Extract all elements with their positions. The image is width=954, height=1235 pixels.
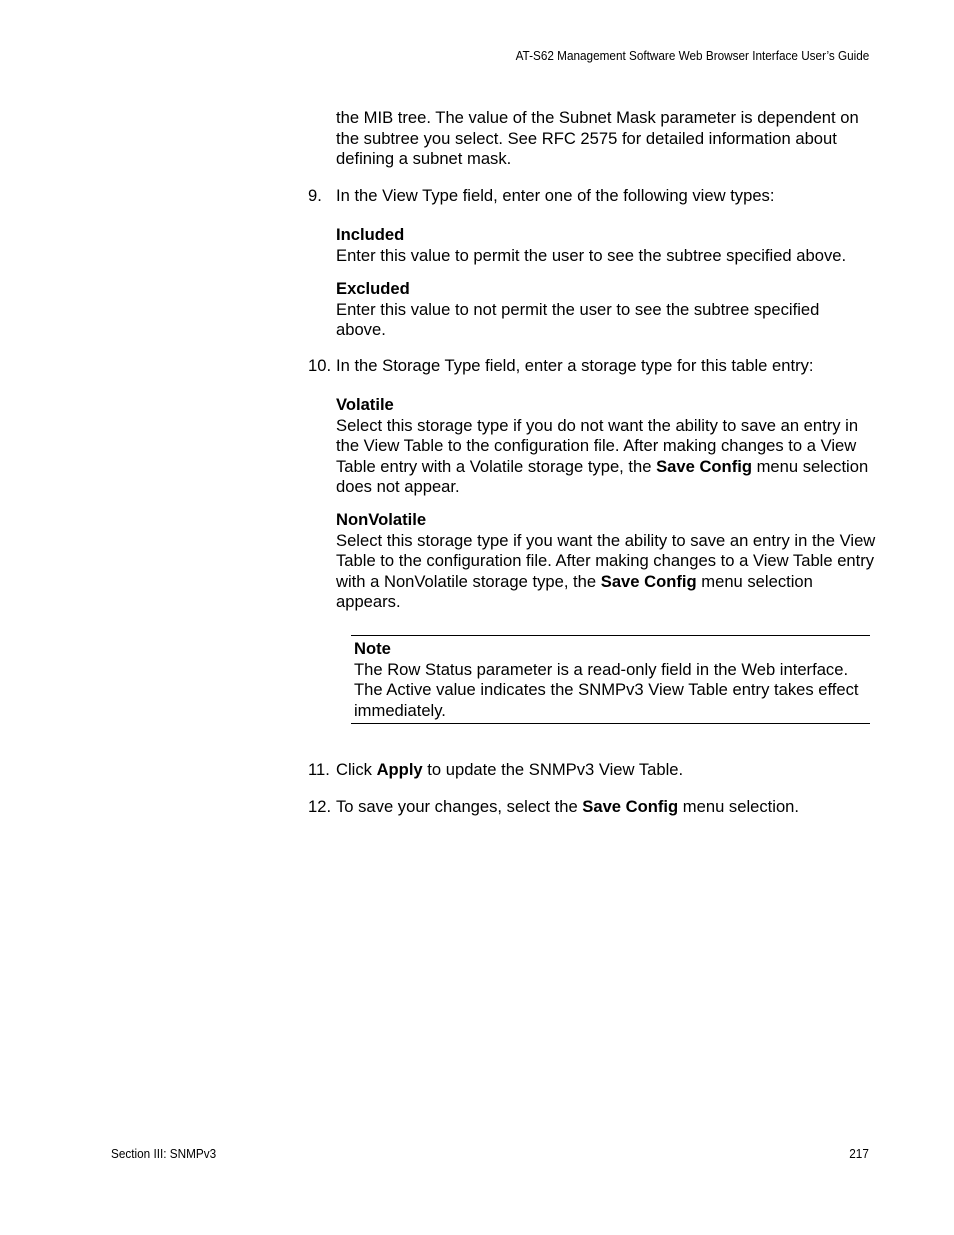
option-volatile [336,395,876,498]
option-description: Select this storage type if you want the ability to save an entry in the View Table to the configuration file. After making changes to a View Table entry with a NonVolatile storage type, the [336,530,876,591]
option-description: Enter this value to permit the user to see the subtree specified above. [336,245,847,265]
option-term: Included [336,225,405,244]
option-description-end: menu selection does not appear. [336,456,869,496]
step-text: Click [336,760,377,779]
save-config-reference: Save Config [600,571,697,591]
note-title: Note [354,639,391,658]
option-description: Select this storage type if you do not want the ability to save an entry in the View Table to the configuration file. After making changes to a View Table entry with a Volatile storage type, the [336,415,859,476]
option-included [336,225,876,266]
footer-section: Section III: SNMPv3 [111,1147,217,1161]
running-header: AT-S62 Management Software Web Browser Interface User’s Guide [515,49,869,63]
step-number: 10. [308,356,332,375]
step-9 [308,186,878,207]
save-config-reference: Save Config [582,797,679,816]
note-box [351,635,870,724]
page-number: 217 [849,1147,869,1161]
step-text: To save your changes, select the [336,797,583,816]
step-text: In the View Type field, enter one of the following view types: [336,186,775,205]
step-12 [308,797,878,818]
step-number: 12. [308,797,332,816]
step-text-end: menu selection. [678,797,800,816]
option-description: Enter this value to not permit the user to see the subtree specified above. [336,299,820,339]
option-term: Volatile [336,395,394,414]
apply-reference: Apply [376,760,423,779]
option-description-end: menu selection appears. [336,571,813,611]
option-excluded [336,279,856,341]
step-number: 11. [308,760,330,779]
option-term: NonVolatile [336,510,427,529]
step-10 [308,356,878,377]
step-11 [308,760,878,781]
note-text: The Row Status parameter is a read-only field in the Web interface. The Active value indicates the SNMPv3 View Table entry takes effect immediately. [354,659,859,720]
option-nonvolatile [336,510,876,613]
save-config-reference: Save Config [656,456,752,476]
step-number: 9. [308,186,322,205]
intro-paragraph: the MIB tree. The value of the Subnet Mask parameter is dependent on the subtree you select. See RFC 2575 for detailed information about defining a subnet mask. [336,108,859,168]
step-text-end: to update the SNMPv3 View Table. [422,760,684,779]
step-text: In the Storage Type field, enter a storage type for this table entry: [336,356,814,375]
option-term: Excluded [336,279,410,298]
